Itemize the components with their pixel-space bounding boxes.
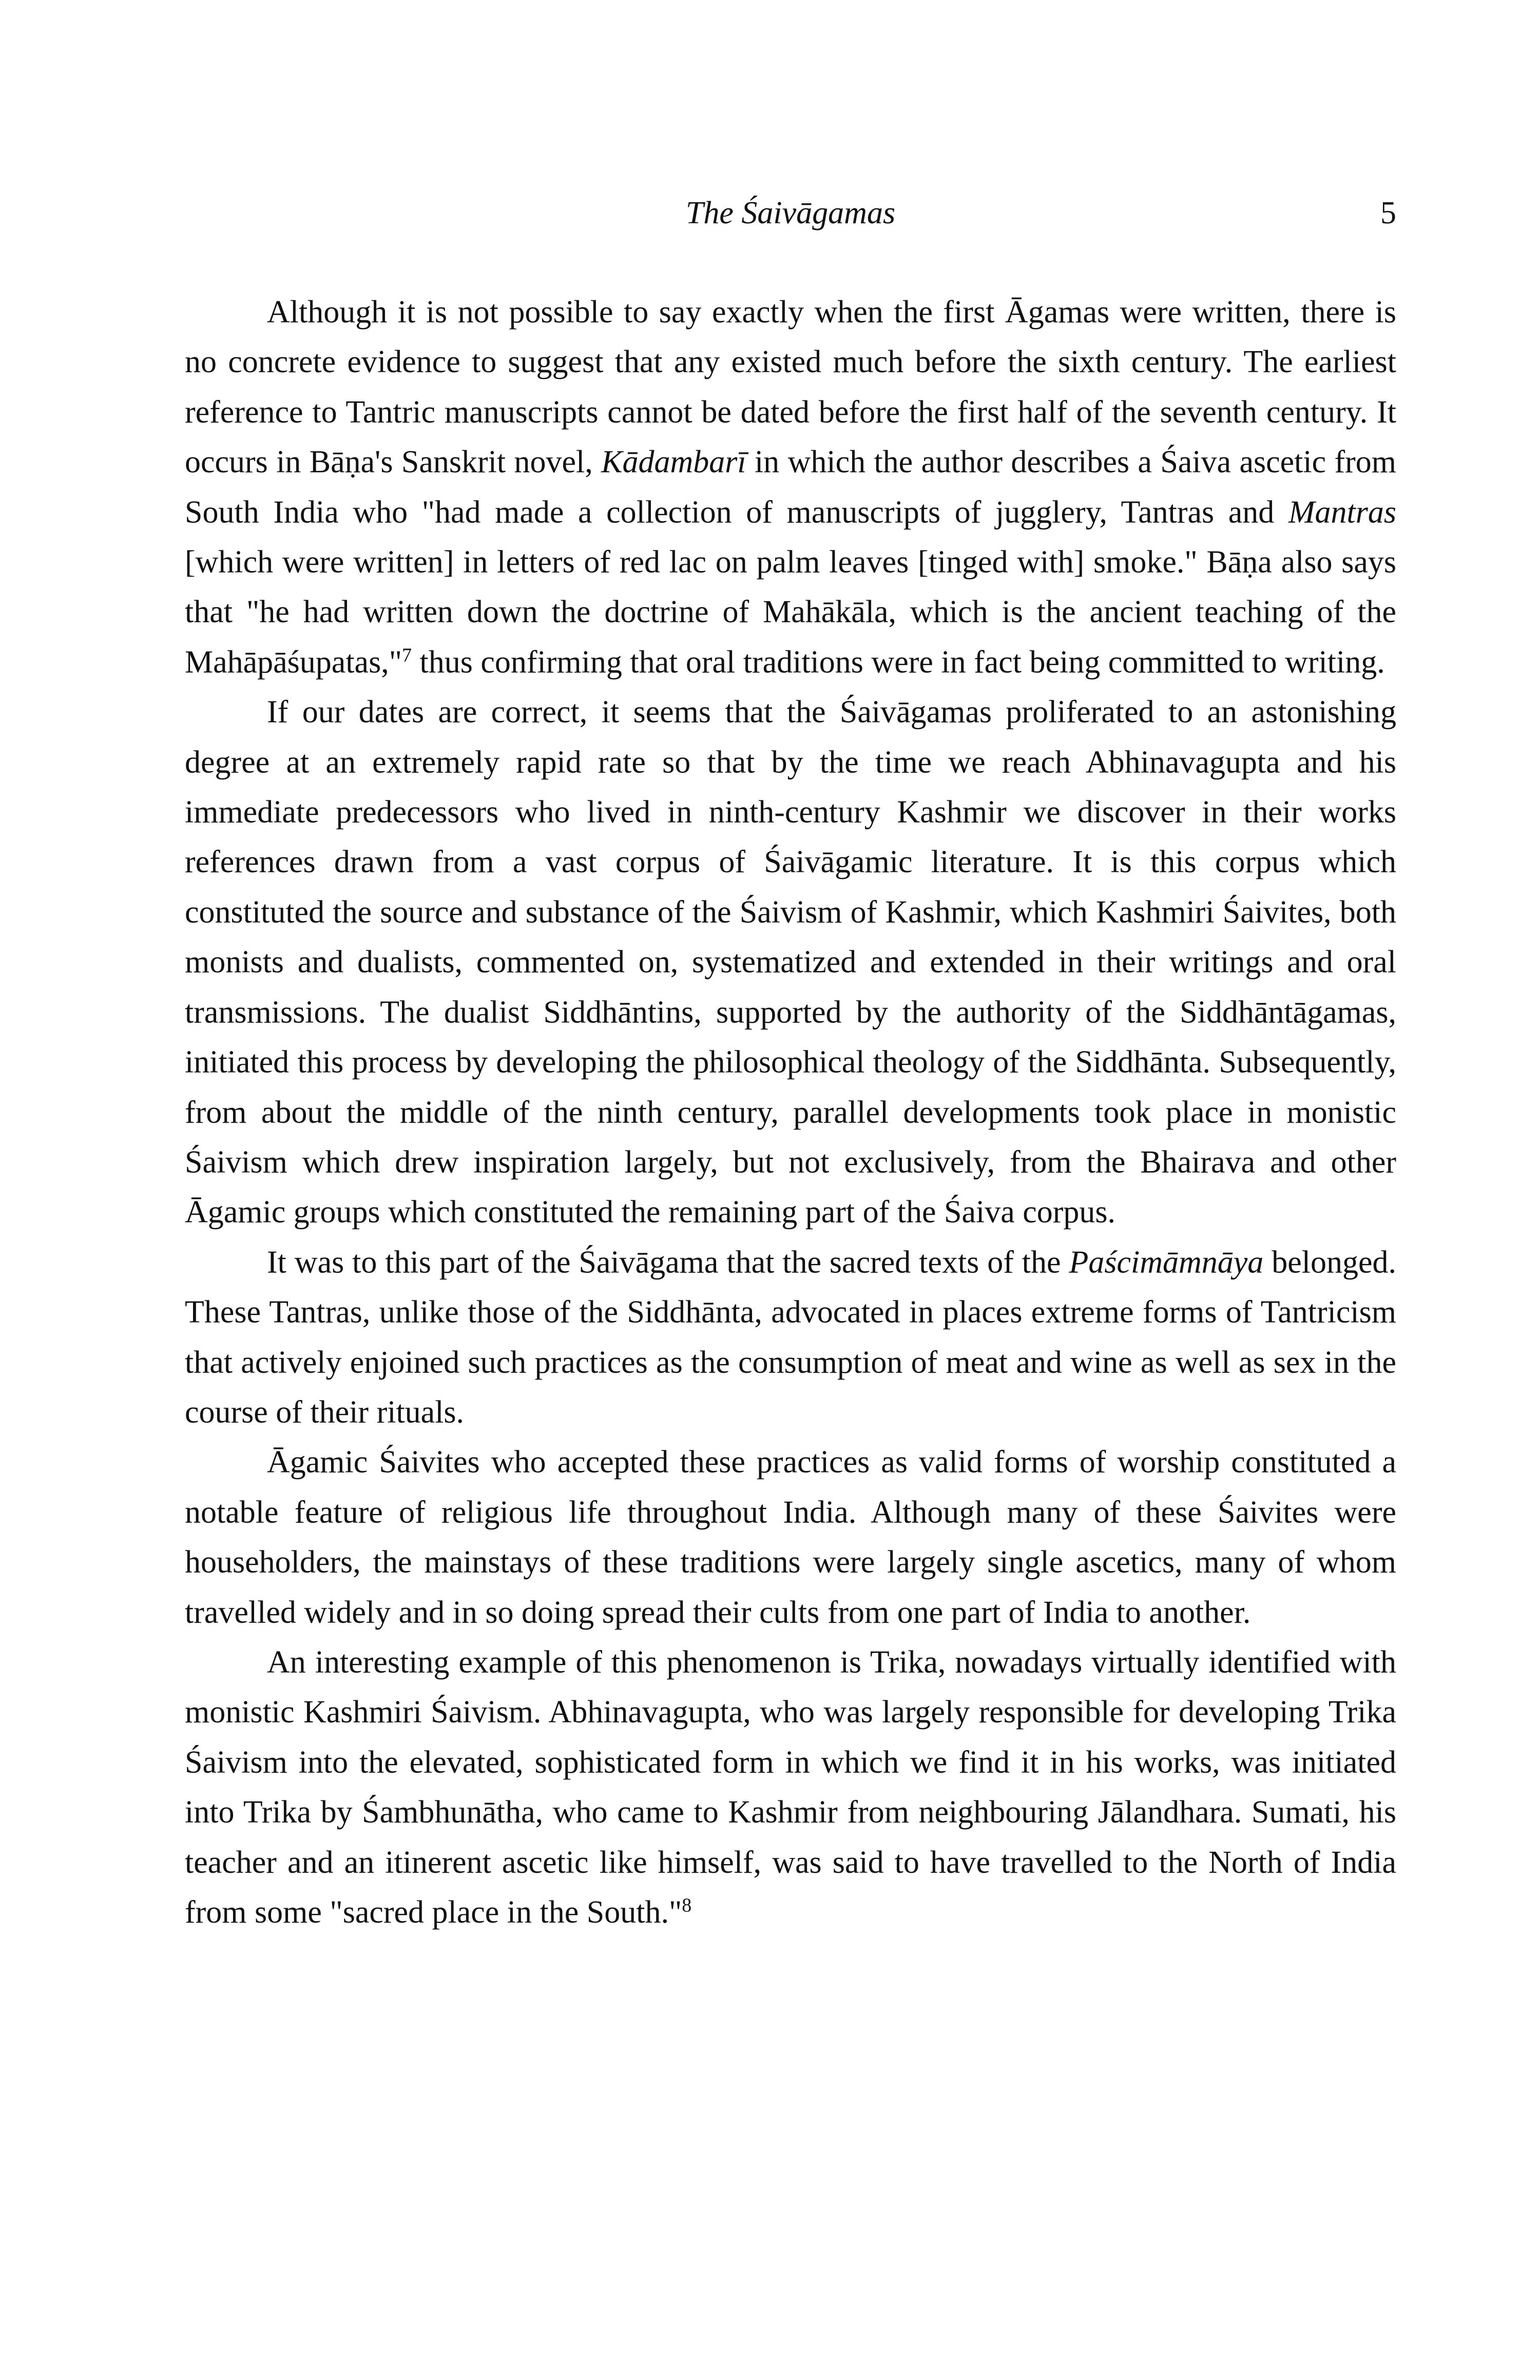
text-run: It was to this part of the Śaivāgama that the sacred texts of the <box>267 1244 1069 1280</box>
italic-term-mantras: Mantras <box>1288 494 1396 530</box>
text-run: Āgamic Śaivites who accepted these practices as valid forms of worship constituted a notable feature of religious life throughout India. Although many of these Śaivites were householders, the mainstays of these traditions were largely single ascetics, many of whom travelled widely and in so doing spread their cults from one part of India to another. <box>185 1445 1396 1630</box>
italic-title-kadambari: Kādambarī <box>601 445 746 480</box>
text-run: Although it is not possible to say exactly when the first Āgamas were written, there is no concrete evidence to suggest that any existed much before the sixth century. The earliest reference to Tantric manuscripts cannot be dated before the first half of the seventh century. It occurs in Bāṇa's Sanskrit novel, <box>185 295 1396 480</box>
paragraph-4 <box>185 1437 1396 1638</box>
page-number: 5 <box>1380 196 1396 231</box>
text-run: An interesting example of this phenomenon is Trika, nowadays virtually identified with monistic Kashmiri Śaivism. Abhinavagupta, who was largely responsible for developing Trika Śaivism into the elevated, sophisticated form in which we find it in his works, was initiated into Trika by Śambhunātha, who came to Kashmir from neighbouring Jālandhara. Sumati, his teacher and an itinerent ascetic like himself, was said to have travelled to the North of India from some "sacred place in the South." <box>185 1644 1396 1930</box>
text-run: [which were written] in letters of red lac on palm leaves [tinged with] smoke." Bāṇa also says that "he had written down the doctrine of Mahākāla, which is the ancient teaching of the Mahāpāśupatas," <box>185 545 1396 680</box>
paragraph-3 <box>185 1238 1396 1438</box>
text-run: thus confirming that oral traditions were in fact being committed to writing. <box>412 644 1385 680</box>
book-page <box>185 195 1396 1937</box>
text-run: in which the author describes a Śaiva ascetic from South India who "had made a collection of manuscripts of jugglery, Tantras and <box>185 445 1396 530</box>
italic-term-pascimamnaya: Paścimāmnāya <box>1069 1244 1264 1280</box>
running-head <box>185 195 1396 236</box>
running-title: The Śaivāgamas <box>685 196 896 231</box>
text-run: If our dates are correct, it seems that the Śaivāgamas proliferated to an astonishing degree at an extremely rapid rate so that by the time we reach Abhinavagupta and his immediate predecessors who lived in ninth-century Kashmir we discover in their works references drawn from a vast corpus of Śaivāgamic literature. It is this corpus which constituted the source and substance of the Śaivism of Kashmir, which Kashmiri Śaivites, both monists and dualists, commented on, systematized and extended in their writings and oral transmissions. The dualist Siddhāntins, supported by the authority of the Siddhāntāgamas, initiated this process by developing the philosophical theology of the Siddhānta. Subsequently, from about the middle of the ninth century, parallel developments took place in monistic Śaivism which drew inspiration largely, but not exclusively, from the Bhairava and other Āgamic groups which constituted the remaining part of the Śaiva corpus. <box>185 695 1396 1230</box>
body-text <box>185 287 1396 1937</box>
paragraph-2 <box>185 687 1396 1237</box>
paragraph-1 <box>185 287 1396 687</box>
text-run: belonged. These Tantras, unlike those of the Siddhānta, advocated in places extreme forms of Tantricism that actively enjoined such practices as the consumption of meat and wine as well as sex in the course of their rituals. <box>185 1244 1396 1430</box>
footnote-marker: 7 <box>402 644 412 666</box>
footnote-marker: 8 <box>682 1894 692 1916</box>
paragraph-5 <box>185 1638 1396 1937</box>
